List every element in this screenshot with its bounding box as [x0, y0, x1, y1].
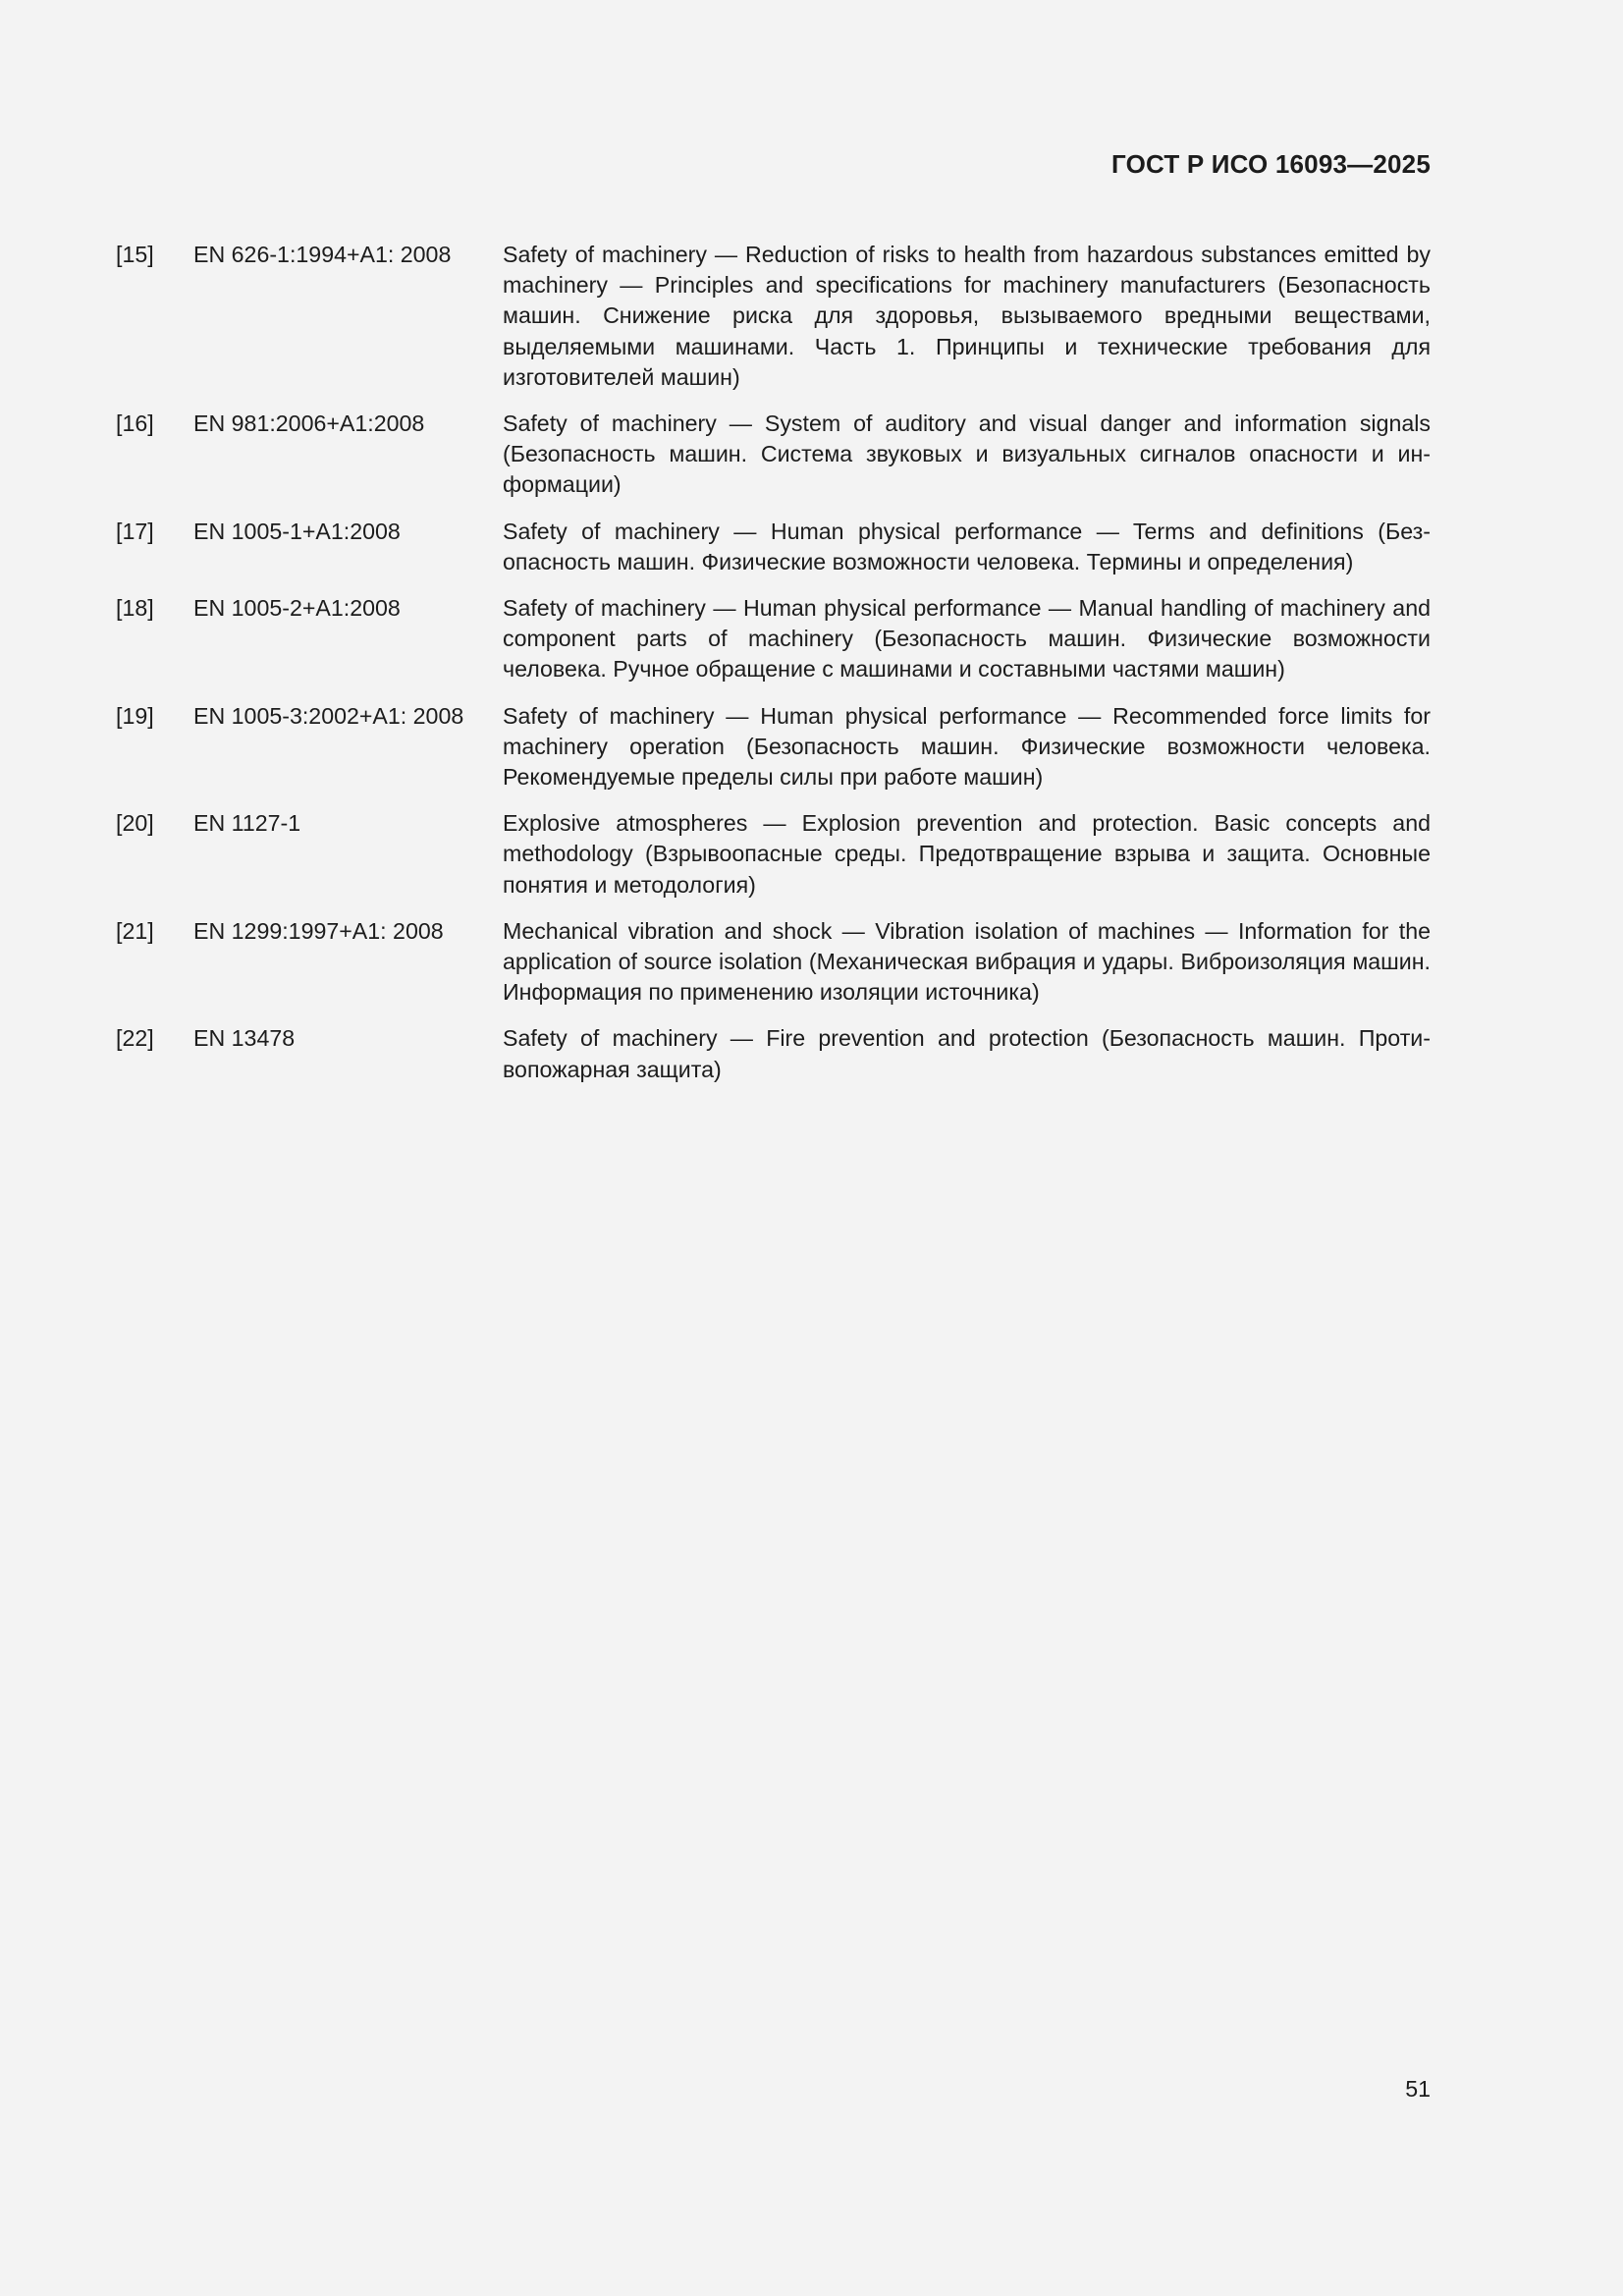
bibliography-list	[116, 240, 1431, 1101]
entry-number: [21]	[116, 917, 154, 944]
bibliography-entry	[116, 1023, 1431, 1084]
bibliography-entry	[116, 701, 1431, 793]
entry-number: [18]	[116, 595, 154, 622]
entry-code: EN 1127-1	[193, 810, 301, 837]
entry-title: Safety of machinery — Human physical performance — Manual handling of machinery and component parts of machinery (Безопасность машин. Физические возможности человека. Ручное обращение с машинами и составными частями машин)	[503, 595, 1431, 683]
entry-title: Explosive atmospheres — Explosion prevention and protection. Basic concepts and methodology (Взрывоопасные среды. Предотвращение взрыва и защита. Основные понятия и методология)	[503, 810, 1431, 898]
entry-number: [19]	[116, 702, 154, 729]
entry-number: [20]	[116, 810, 154, 837]
entry-number: [16]	[116, 410, 154, 437]
entry-title: Safety of machinery — Human physical performance — Recommended force limits for machinery operation (Безопасность машин. Физические возможности человека. Рекомендуемые пределы силы при работе машин)	[503, 702, 1431, 791]
entry-number: [17]	[116, 518, 154, 544]
bibliography-entry	[116, 808, 1431, 901]
bibliography-entry	[116, 409, 1431, 501]
bibliography-entry	[116, 593, 1431, 685]
standard-designation: ГОСТ Р ИСО 16093—2025	[1110, 149, 1431, 179]
entry-number: [15]	[116, 242, 154, 267]
entry-code: EN 626-1:1994+A1: 2008	[193, 242, 452, 267]
entry-number: [22]	[116, 1025, 154, 1052]
entry-title: Safety of machinery — Fire prevention and protection (Безопасность машин. Противопожарная защита)	[503, 1025, 1431, 1082]
entry-title: Mechanical vibration and shock — Vibration isolation of machines — Information for the application of source isolation (Механическая вибрация и удары. Виброизоляция машин. Информация по применению изоляции источника)	[503, 917, 1431, 1006]
bibliography-entry	[116, 517, 1431, 577]
entry-code: EN 13478	[193, 1025, 296, 1052]
bibliography-entry	[116, 240, 1431, 393]
entry-code: EN 1299:1997+A1: 2008	[193, 917, 444, 944]
entry-code: EN 981:2006+A1:2008	[193, 410, 425, 437]
entry-code: EN 1005-1+A1:2008	[193, 518, 401, 544]
entry-title: Safety of machinery — Reduction of risks to health from hazardous substances emitted by machinery — Principles and specifications for machinery manufacturers (Безопасность машин. Снижение риска для здоровья, вызываемого вредными веществами, выделяемыми машинами. Часть 1. Принципы и технические требования для изготовителей машин)	[503, 242, 1431, 390]
bibliography-entry	[116, 916, 1431, 1009]
entry-code: EN 1005-3:2002+A1: 2008	[193, 702, 464, 729]
document-header	[1111, 147, 1431, 181]
entry-code: EN 1005-2+A1:2008	[193, 595, 401, 622]
page-number: 51	[1405, 2076, 1431, 2102]
entry-title: Safety of machinery — System of auditory and visual danger and information signals (Безопасность машин. Система звуковых и визуальных сигналов опасности и информации)	[503, 410, 1431, 498]
entry-title: Safety of machinery — Human physical performance — Terms and definitions (Безопасность машин. Физические возможности человека. Термины и определения)	[503, 518, 1431, 574]
